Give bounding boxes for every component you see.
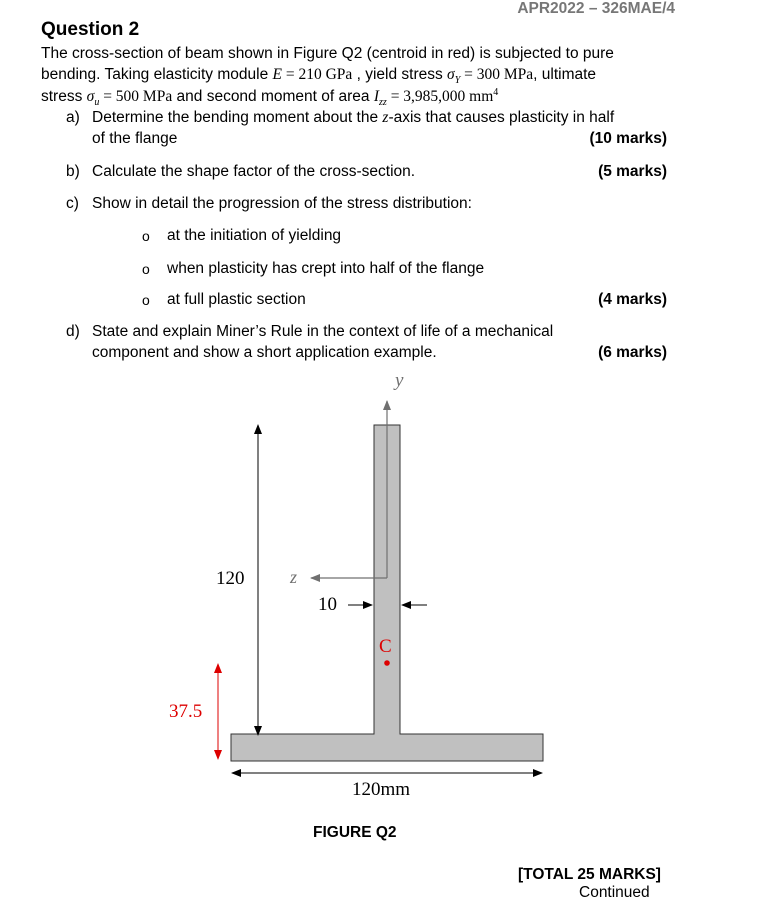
part-d-letter: d) [66,323,80,340]
header-code: APR2022 – 326MAE/4 [517,0,675,17]
centroid-dot [384,660,390,666]
figure-caption: FIGURE Q2 [313,824,397,841]
z-axis-label: z [290,567,298,587]
centroid-label: C [379,636,392,657]
part-d-marks: (6 marks) [598,344,667,361]
part-a-letter: a) [66,109,80,126]
bullet-item: when plasticity has crept into half of the flange [167,260,485,277]
part-d-line-1: State and explain Miner’s Rule in the context of life of a mechanical [92,323,554,340]
part-c-marks: (4 marks) [598,291,667,308]
question-title: Question 2 [41,19,140,40]
part-d-line-2: component and show a short application example. [92,344,437,361]
flange-width-label: 120mm [352,779,411,800]
y-axis-label: y [395,370,404,391]
part-a-line-1: Determine the bending moment about the z-axis that causes plasticity in half [92,109,615,126]
intro-line-2: bending. Taking elasticity module E = 210 GPa , yield stress $\sigma_Y = 300$ MPa, ultimate [41,66,597,87]
part-a-marks: (10 marks) [589,130,667,147]
intro-line-1: The cross-section of beam shown in Figure Q2 (centroid in red) is subjected to pure [41,45,614,62]
centroid-height-label: 37.5 [169,701,203,722]
bullet-item: at full plastic section [167,291,306,308]
part-c-text: Show in detail the progression of the stress distribution: [92,195,472,212]
web-thickness-label: 10 [318,594,337,615]
bullet-symbol: o [142,261,150,277]
total-marks: [TOTAL 25 MARKS] [518,866,661,883]
part-b-letter: b) [66,163,80,180]
part-a-line-2: of the flange [92,130,178,147]
bullet-symbol: o [142,228,150,244]
part-b-text: Calculate the shape factor of the cross-section. [92,163,416,180]
part-c-letter: c) [66,195,79,212]
bullet-symbol: o [142,292,150,308]
height-label: 120 [216,568,245,589]
bullet-item: at the initiation of yielding [167,227,342,244]
continued-note: Continued [579,884,650,901]
intro-line-3: stress $\sigma_u = 500$ MPa and second moment of area $I_{zz} = 3,985,000$ $mm^4$ [41,86,499,109]
part-b-marks: (5 marks) [598,163,667,180]
